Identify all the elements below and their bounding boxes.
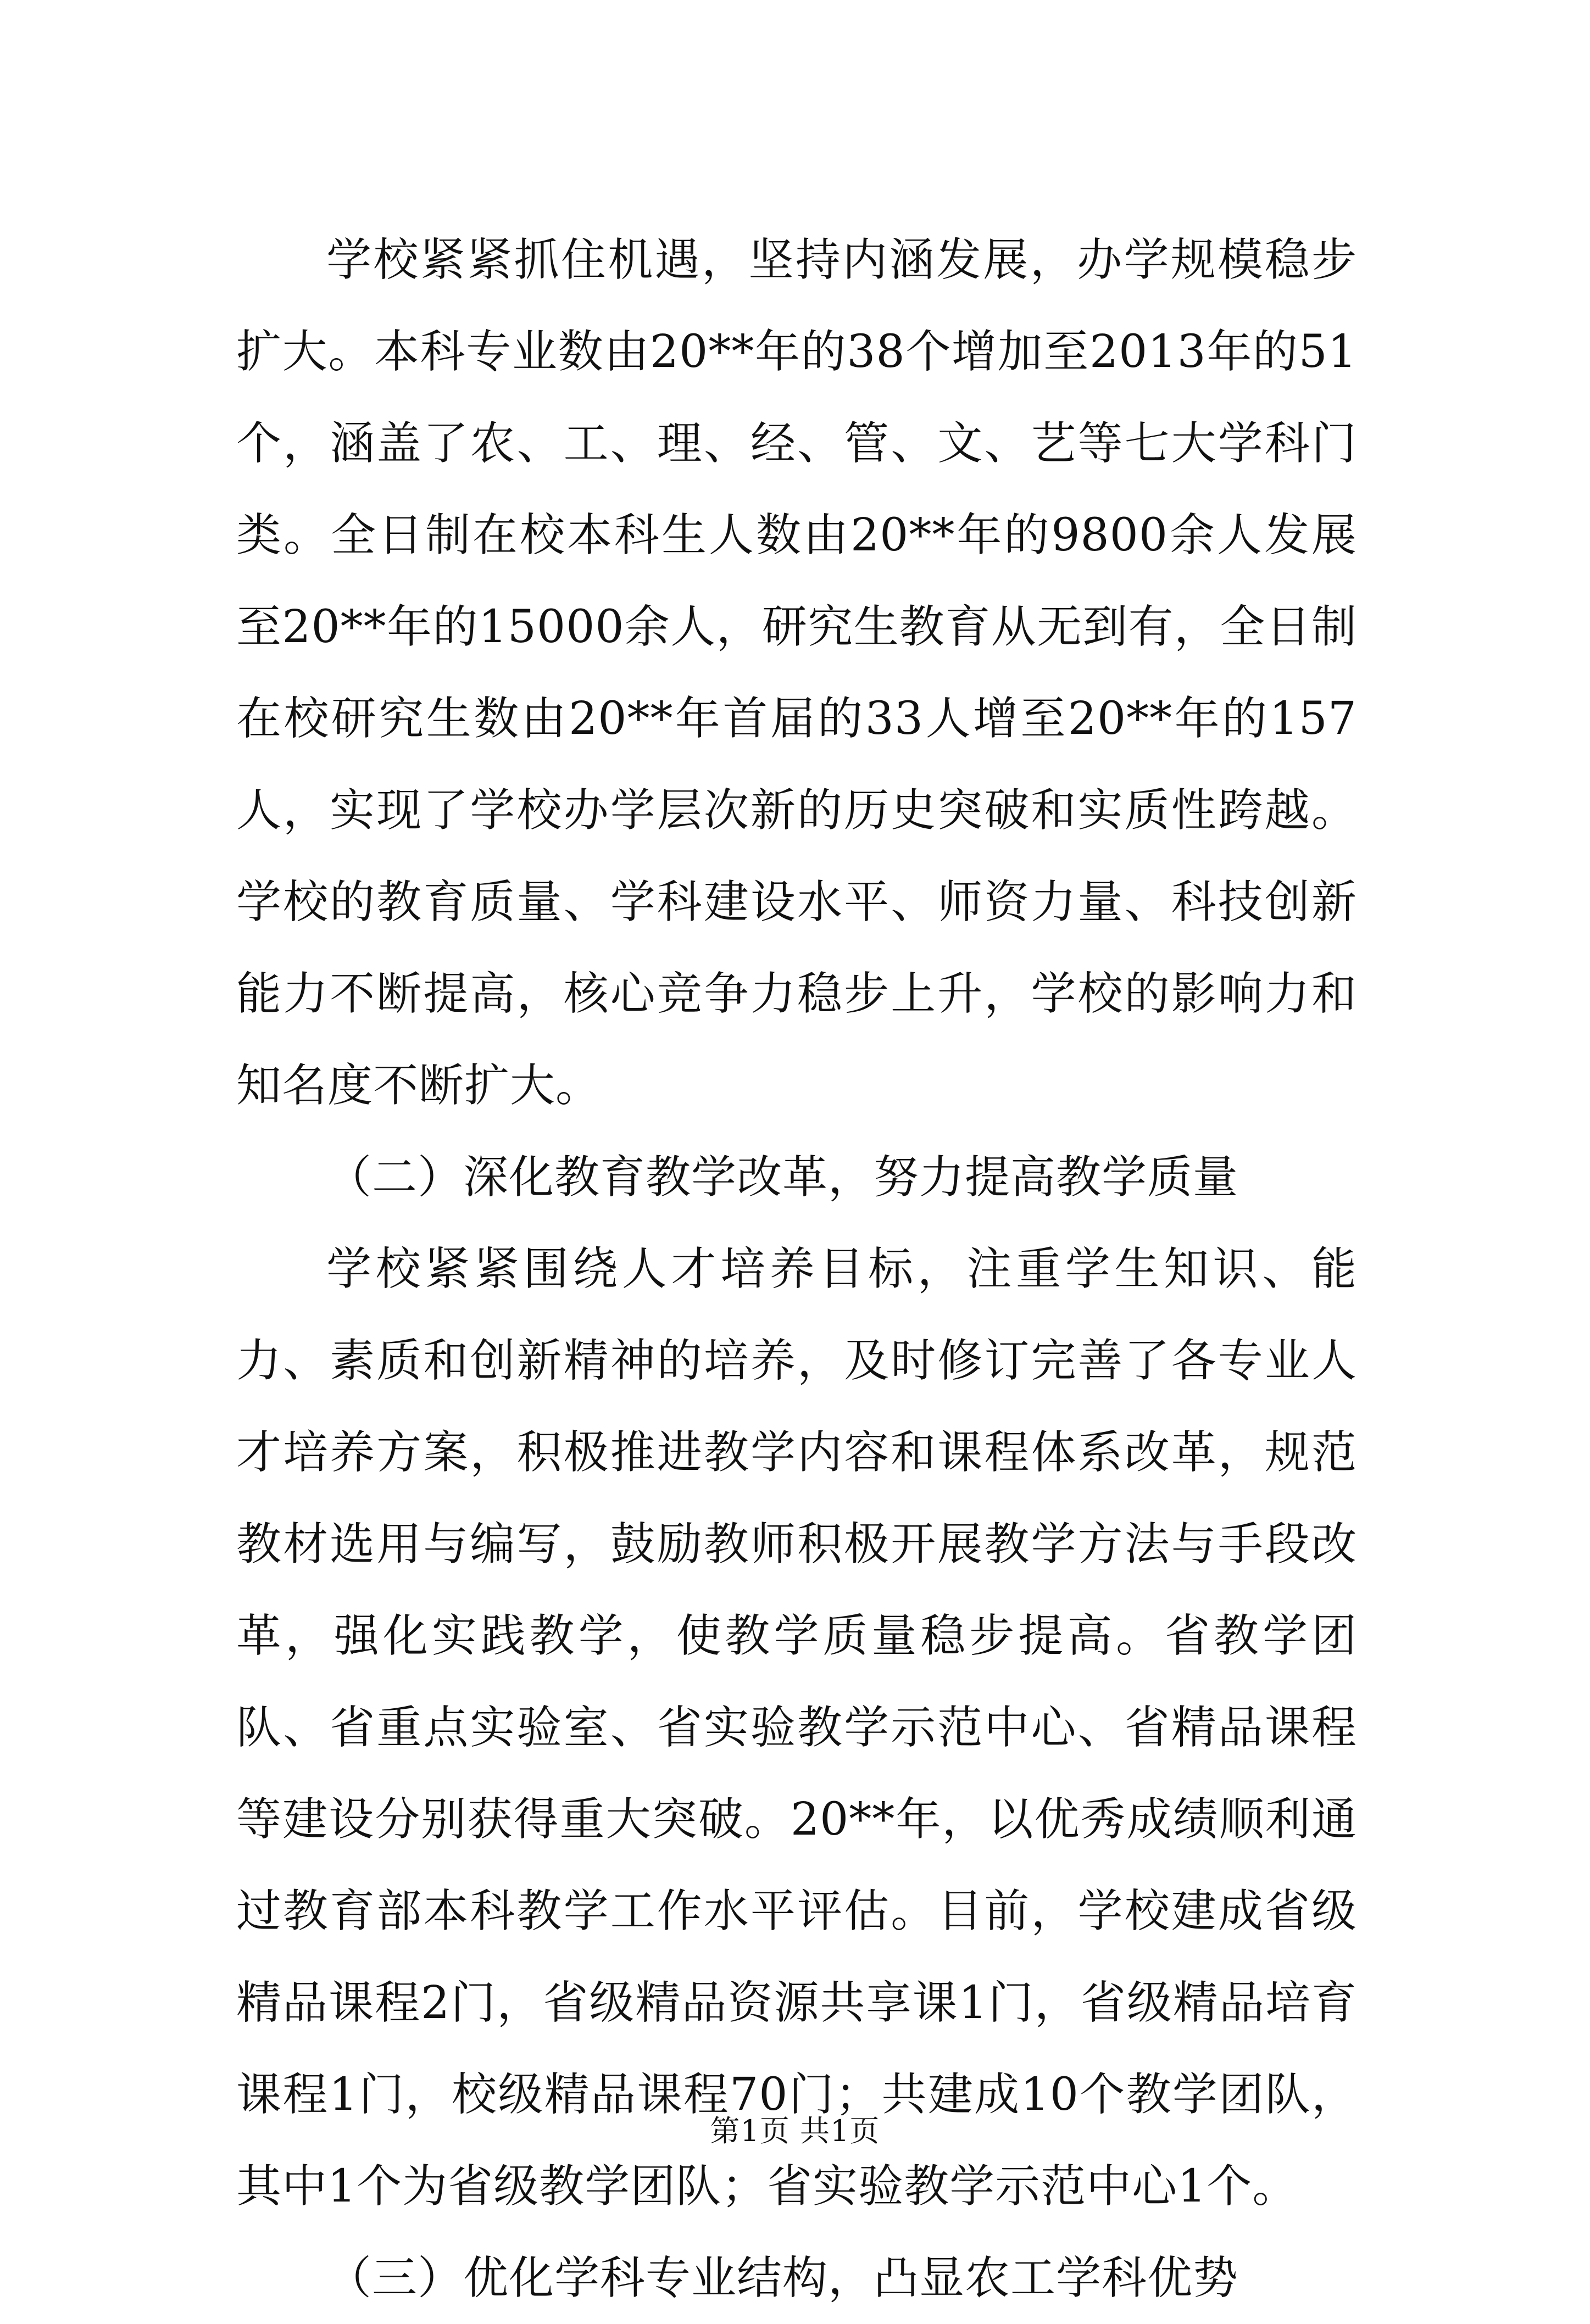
paragraph-teaching-quality: 学校紧紧围绕人才培养目标，注重学生知识、能力、素质和创新精神的培养，及时修订完善了各专业人才培养方案，积极推进教学内容和课程体系改革，规范教材选用与编写，鼓励教师积极开展教学方法与手段改革，强化实践教学，使教学质量稳步提高。省教学团队、省重点实验室、省实验教学示范中心、省精品课程等建设分别获得重大突破。20**年，以优秀成绩顺利通过教育部本科教学工作水平评估。目前，学校建成省级精品课程2门，省级精品资源共享课1门，省级精品培育课程1门，校级精品课程70门；共建成10个教学团队，其中1个为省级教学团队；省实验教学示范中心1个。 [236, 1243, 1357, 2212]
page-number-footer: 第1页 共1页 [710, 2114, 880, 2148]
document-body [236, 214, 1357, 2324]
section-heading-teaching-reform: （二）深化教育教学改革，努力提高教学质量 [326, 1151, 1239, 1203]
section-heading-discipline-structure: （三）优化学科专业结构，凸显农工学科优势 [326, 2252, 1239, 2304]
paragraph-enrollment-growth: 学校紧紧抓住机遇，坚持内涵发展，办学规模稳步扩大。本科专业数由20**年的38个增加至2013年的51个，涵盖了农、工、理、经、管、文、艺等七大学科门类。全日制在校本科生人数由20**年的9800余人发展至20**年的15000余人，研究生教育从无到有，全日制在校研究生数由20**年首届的33人增至20**年的157人，实现了学校办学层次新的历史突破和实质性跨越。学校的教育质量、学科建设水平、师资力量、科技创新能力不断提高，核心竞争力稳步上升，学校的影响力和知名度不断扩大。 [236, 234, 1357, 1112]
